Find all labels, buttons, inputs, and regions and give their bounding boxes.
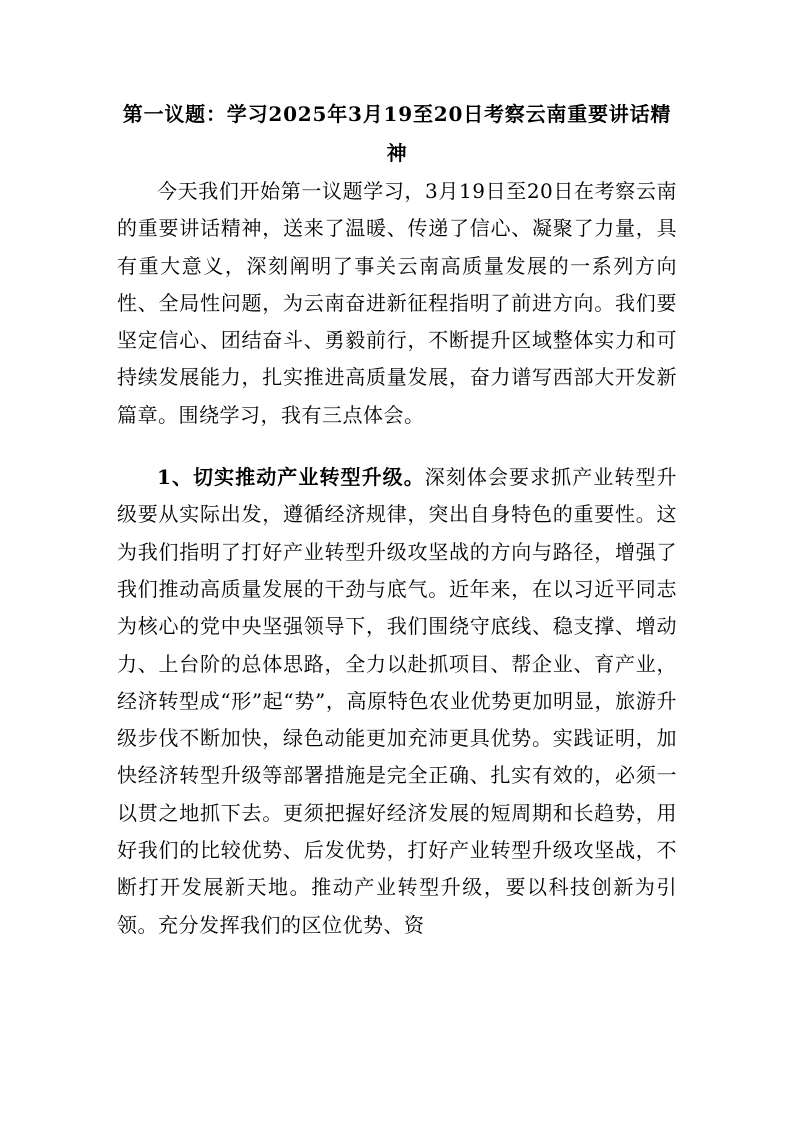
point-1-body: 深刻体会要求抓产业转型升级要从实际出发，遵循经济规律，突出自身特色的重要性。这为我们指明了打好产业转型升级攻坚战的方向与路径，增强了我们推动高质量发展的干劲与底气。近年来，在以习近平同志为核心的党中央坚强领导下，我们围绕守底线、稳支撑、增动力、上台阶的总体思路，全力以赴抓项目、帮企业、育产业，经济转型成“形”起“势”，高原特色农业优势更加明显，旅游升级步伐不断加快，绿色动能更加充沛更具优势。实践证明，加快经济转型升级等部署措施是完全正确、扎实有效的，必须一以贯之地抓下去。更须把握好经济发展的短周期和长趋势，用好我们的比较优势、后发优势，打好产业转型升级攻坚战，不断打开发展新天地。推动产业转型升级，要以科技创新为引领。充分发挥我们的区位优势、资 (117, 465, 678, 937)
document-title: 第一议题：学习2025年3月19至20日考察云南重要讲话精神 (122, 102, 672, 165)
intro-paragraph: 今天我们开始第一议题学习，3月19日至20日在考察云南的重要讲话精神，送来了温暖、传递了信心、凝聚了力量，具有重大意义，深刻阐明了事关云南高质量发展的一系列方向性、全局性问题，为云南奋进新征程指明了前进方向。我们要坚定信心、团结奋斗、勇毅前行，不断提升区域整体实力和可持续发展能力，扎实推进高质量发展，奋力谱写西部大开发新篇章。围绕学习，我有三点体会。 (117, 179, 677, 427)
point-1-paragraph (117, 459, 677, 944)
document-page (117, 95, 677, 944)
point-1-heading: 1、切实推动产业转型升级。 (157, 465, 425, 490)
